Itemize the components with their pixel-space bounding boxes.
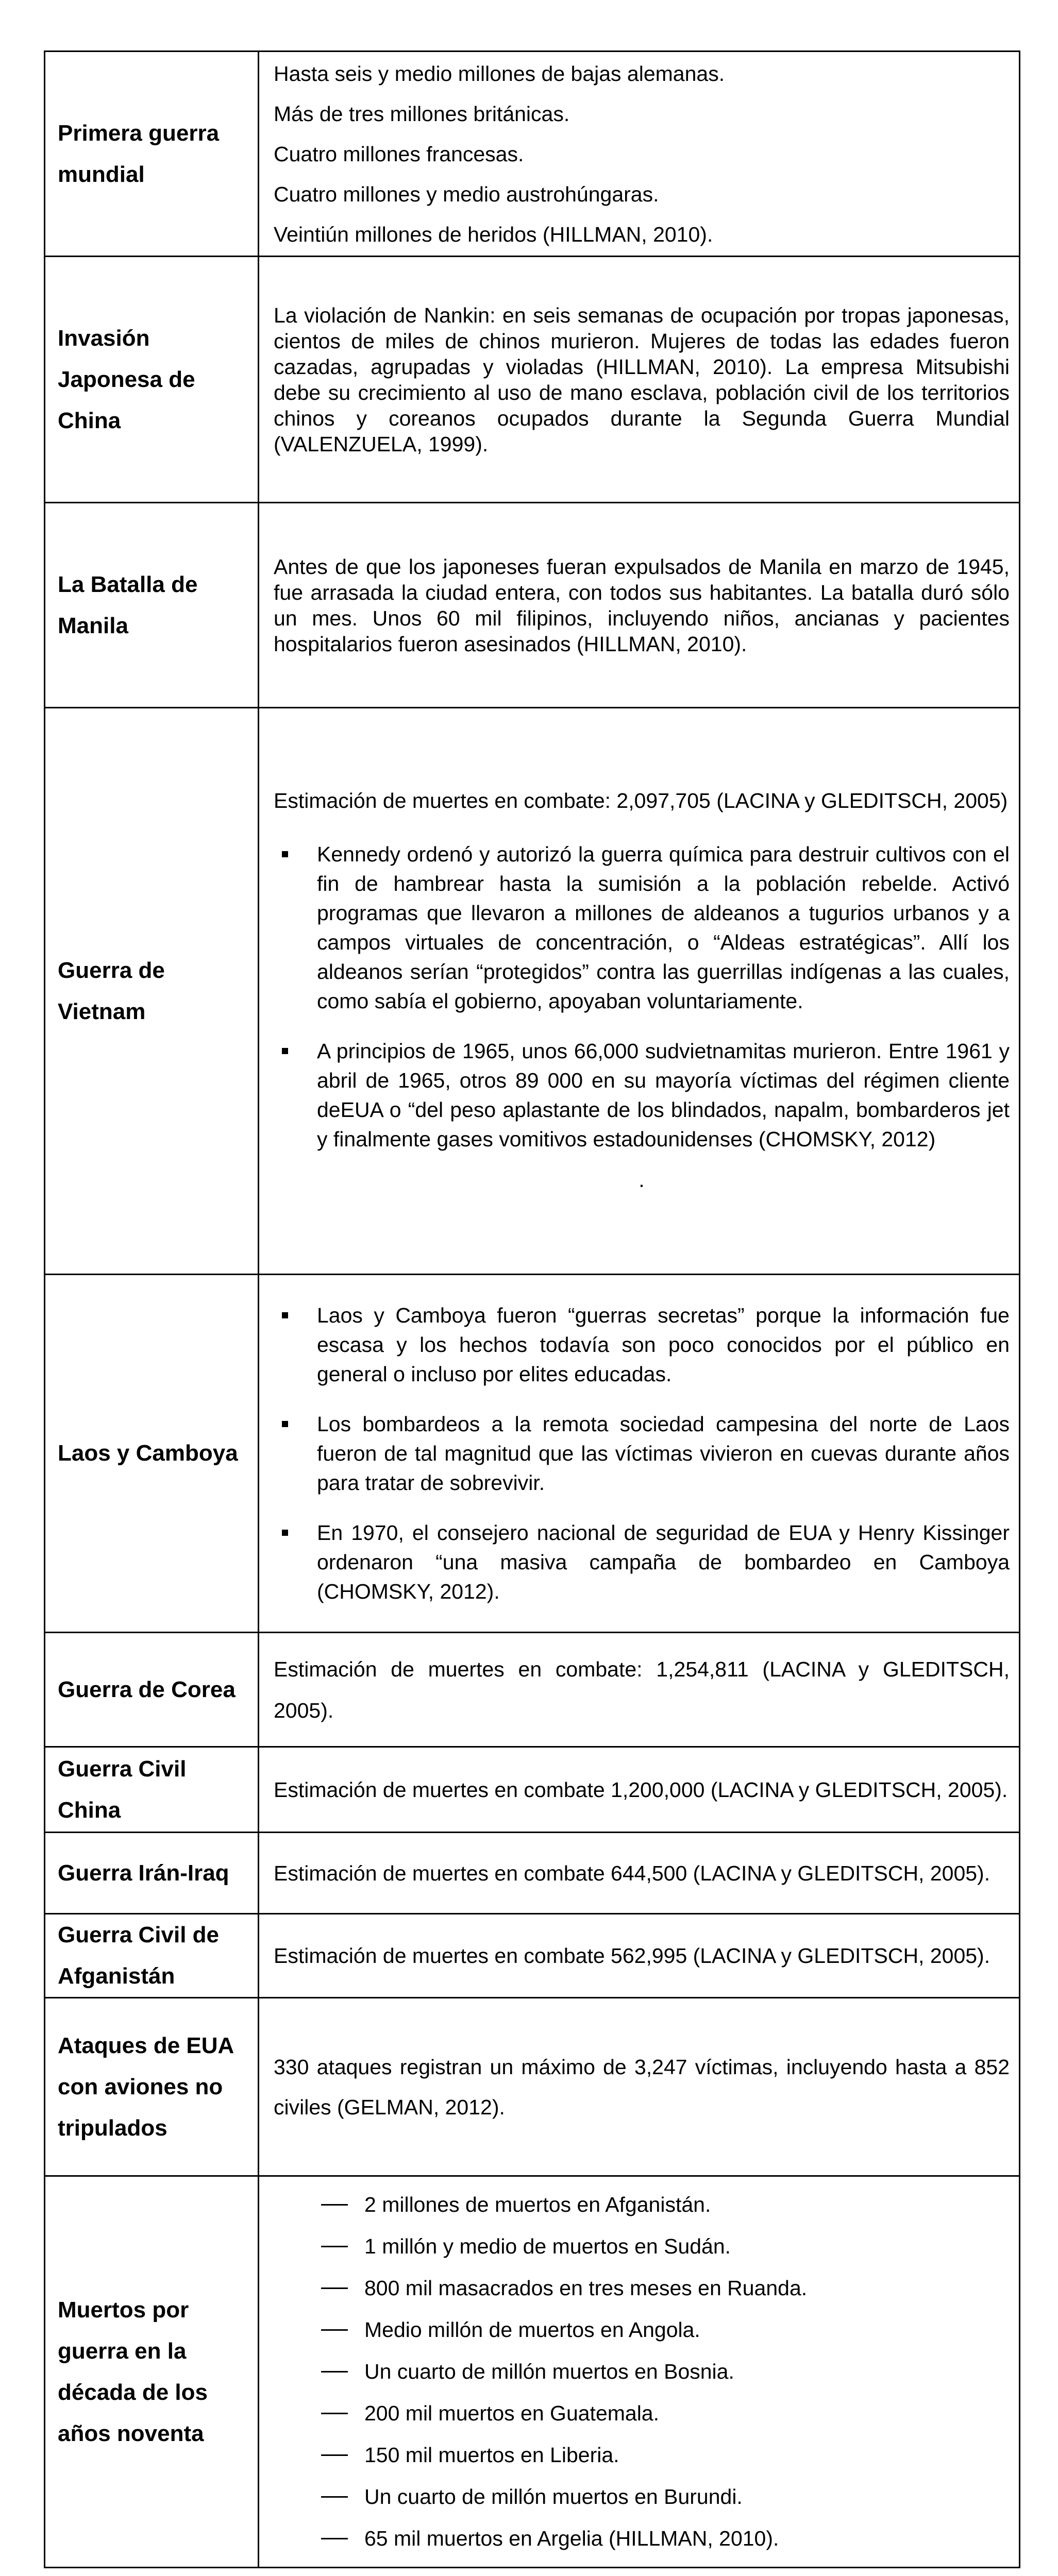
row-label: Guerra de Vietnam [45, 708, 259, 1275]
cell-text: Antes de que los japoneses fueran expulsados de Manila en marzo de 1945, fue arrasada la ciudad entera, con todos sus habitantes. La batalla duró sólo un mes. Unos 60 mil filipinos, incluyendo niños, ancianas y pacientes hospitalarios fueron asesinados (HILLMAN, 2010). [274, 554, 1010, 656]
row-content [259, 257, 1020, 503]
list-item: Veintiún millones de heridos (HILLMAN, 2010). [274, 222, 713, 246]
list-item [274, 2434, 1010, 2476]
list-item-text: Laos y Camboya fueron “guerras secretas” porque la información fue escasa y los hechos todavía son poco conocidos por el público en general o incluso por elites educadas. [317, 1303, 1010, 1386]
row-label: Laos y Camboya [45, 1275, 259, 1633]
list-item: Cuatro millones francesas. [274, 142, 524, 166]
list-item [274, 2393, 1010, 2434]
row-label: Primera guerra mundial [45, 52, 259, 257]
list-item-text: En 1970, el consejero nacional de seguridad de EUA y Henry Kissinger ordenaron “una masiva campaña de bombardeo en Camboya (CHOMSKY, 2012). [317, 1520, 1010, 1603]
row-label: Guerra Irán-Iraq [45, 1833, 259, 1914]
dash-bullet-icon [321, 2371, 348, 2372]
list-item [274, 1037, 1010, 1154]
table-row [45, 1914, 1020, 1998]
list-item [274, 2351, 1010, 2393]
cell-text: Estimación de muertes en combate 1,200,000 (LACINA y GLEDITSCH, 2005). [274, 1777, 1008, 1802]
cell-text: Estimación de muertes en combate: 1,254,811 (LACINA y GLEDITSCH, 2005). [274, 1657, 1010, 1722]
table-row [45, 1998, 1020, 2176]
row-content [259, 52, 1020, 257]
table-row [45, 1833, 1020, 1914]
dash-bullet-icon [321, 2454, 348, 2456]
list-item-text: Kennedy ordenó y autorizó la guerra química para destruir cultivos con el fin de hambrear hasta la sumisión a la población rebelde. Activó programas que llevaron a millones de aldeanos a tugurios urbanos y a campos virtuales de concentración, o “Aldeas estratégicas”. Allí los aldeanos serían “protegidos” contra las guerrillas indígenas a las cuales, como sabía el gobierno, apoyaban voluntariamente. [317, 842, 1010, 1013]
row-content [259, 1914, 1020, 1998]
list-item-text: A principios de 1965, unos 66,000 sudvietnamitas murieron. Entre 1961 y abril de 1965, otros 89 000 en su mayoría víctimas del régimen cliente deEUA o “del peso aplastante de los blindados, napalm, bombarderos jet y finalmente gases vomitivos estadounidenses (CHOMSKY, 2012) [317, 1039, 1010, 1151]
square-bullet-icon [282, 1312, 288, 1318]
row-content [259, 1833, 1020, 1914]
table-row [45, 257, 1020, 503]
table-row [45, 503, 1020, 708]
row-content [259, 1633, 1020, 1747]
list-item: Cuatro millones y medio austrohúngaras. [274, 182, 659, 206]
casualties-table [44, 50, 1020, 2568]
list-item [274, 1518, 1010, 1606]
dash-bullet-icon [321, 2287, 348, 2289]
list-item [274, 1410, 1010, 1498]
list-item-text: 800 mil masacrados en tres meses en Ruanda. [364, 2276, 808, 2300]
row-label: Muertos por guerra en la década de los años noventa [45, 2176, 259, 2568]
dash-bullet-icon [321, 2413, 348, 2414]
list-item: Hasta seis y medio millones de bajas alemanas. [274, 61, 725, 86]
row-label: Invasión Japonesa de China [45, 257, 259, 503]
bullet-list [274, 840, 1010, 1154]
row-label: Guerra de Corea [45, 1633, 259, 1747]
dash-bullet-icon [321, 2496, 348, 2498]
list-item-text: 200 mil muertos en Guatemala. [364, 2401, 659, 2425]
dash-bullet-icon [321, 2204, 348, 2206]
list-item [274, 2184, 1010, 2226]
row-content [259, 1275, 1020, 1633]
list-item-text: 2 millones de muertos en Afganistán. [364, 2193, 711, 2216]
square-bullet-icon [282, 1530, 288, 1536]
list-item-text: Un cuarto de millón muertos en Burundi. [364, 2485, 743, 2509]
table-row [45, 52, 1020, 257]
row-content [259, 1998, 1020, 2176]
dash-list [274, 2184, 1010, 2560]
row-content [259, 2176, 1020, 2568]
list-item: Más de tres millones británicas. [274, 101, 570, 126]
list-item [274, 2476, 1010, 2518]
dash-bullet-icon [321, 2538, 348, 2539]
row-label: Guerra Civil China [45, 1747, 259, 1833]
square-bullet-icon [282, 851, 288, 857]
bullet-list [274, 1301, 1010, 1606]
table-row [45, 1275, 1020, 1633]
row-content [259, 1747, 1020, 1833]
dash-bullet-icon [321, 2329, 348, 2331]
trailing-mark: . [639, 1168, 645, 1192]
list-item-text: 1 millón y medio de muertos en Sudán. [364, 2234, 731, 2258]
square-bullet-icon [282, 1421, 288, 1427]
cell-text: 330 ataques registran un máximo de 3,247 víctimas, incluyendo hasta a 852 civiles (GELMAN, 2012). [274, 2055, 1010, 2119]
row-label: Ataques de EUA con aviones no tripulados [45, 1998, 259, 2176]
cell-text: Estimación de muertes en combate 644,500 (LACINA y GLEDITSCH, 2005). [274, 1861, 990, 1885]
list-item [274, 2309, 1010, 2351]
list-item-text: Los bombardeos a la remota sociedad campesina del norte de Laos fueron de tal magnitud que las víctimas vivieron en cuevas durante años para tratar de sobrevivir. [317, 1412, 1010, 1495]
table-row [45, 2176, 1020, 2568]
row-label: Guerra Civil de Afganistán [45, 1914, 259, 1998]
table-row [45, 1747, 1020, 1833]
square-bullet-icon [282, 1048, 288, 1054]
list-item-text: 150 mil muertos en Liberia. [364, 2443, 619, 2467]
list-item-text: Un cuarto de millón muertos en Bosnia. [364, 2360, 734, 2383]
row-label: La Batalla de Manila [45, 503, 259, 708]
list-item [274, 2267, 1010, 2309]
cell-text: Estimación de muertes en combate: 2,097,705 (LACINA y GLEDITSCH, 2005) [274, 789, 1008, 812]
dash-bullet-icon [321, 2246, 348, 2247]
row-content [259, 708, 1020, 1275]
list-item [274, 840, 1010, 1016]
list-item-text: 65 mil muertos en Argelia (HILLMAN, 2010). [364, 2527, 779, 2550]
table-row [45, 1633, 1020, 1747]
cell-text: Estimación de muertes en combate 562,995 (LACINA y GLEDITSCH, 2005). [274, 1944, 990, 1968]
list-item [274, 1301, 1010, 1389]
list-item [274, 2518, 1010, 2560]
cell-text: La violación de Nankin: en seis semanas de ocupación por tropas japonesas, cientos de miles de chinos murieron. Mujeres de todas las edades fueron cazadas, agrupadas y violadas (HILLMAN, 2010). La empresa Mitsubishi debe su crecimiento al uso de mano esclava, población civil de los territorios chinos y coreanos ocupados durante la Segunda Guerra Mundial (VALENZUELA, 1999). [274, 303, 1010, 456]
table-row [45, 708, 1020, 1275]
list-item-text: Medio millón de muertos en Angola. [364, 2318, 700, 2342]
row-content [259, 503, 1020, 708]
list-item [274, 2226, 1010, 2267]
